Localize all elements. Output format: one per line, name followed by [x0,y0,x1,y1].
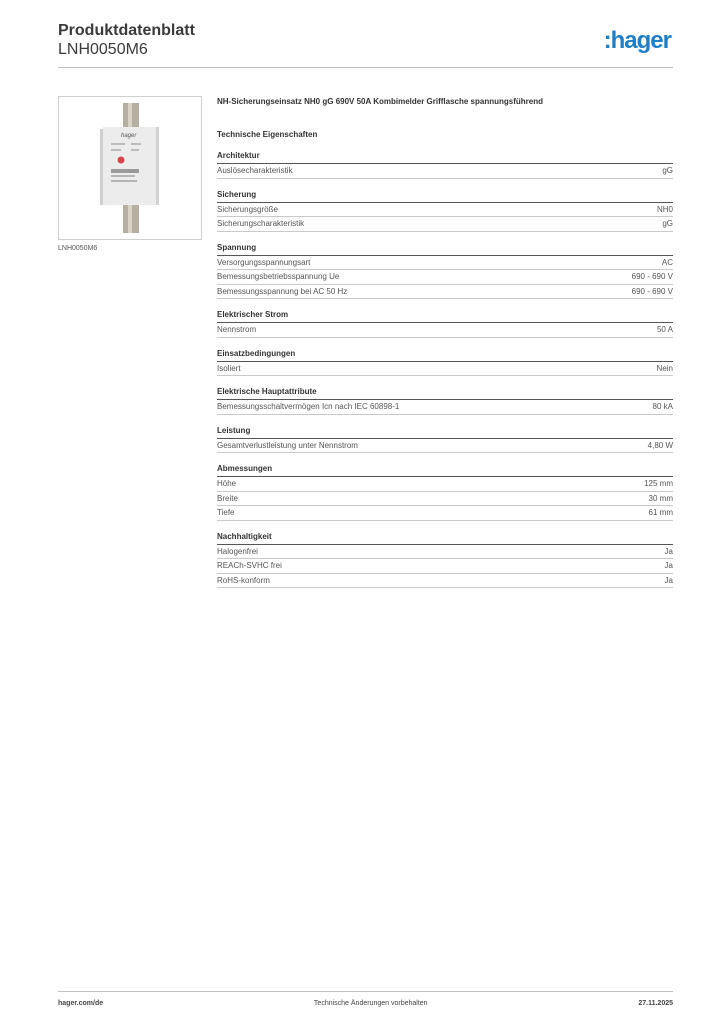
spec-value: 125 mm [644,479,673,488]
fuse-illustration [59,97,201,239]
page-footer [58,991,673,1007]
spec-row [217,217,673,232]
spec-label: Höhe [217,479,237,488]
section-title: Technische Eigenschaften [217,130,318,139]
spec-label: Breite [217,493,238,503]
group-title: Elektrischer Strom [217,310,673,323]
spec-value: 61 mm [648,508,673,517]
group-title: Abmessungen [217,464,673,477]
group-title: Einsatzbedingungen [217,349,673,362]
spec-label: Gesamtverlustleistung unter Nennstrom [217,440,358,450]
spec-value: gG [662,166,673,175]
footer-date: 27.11.2025 [638,1000,673,1007]
spec-label: Versorgungsspannungsart [217,257,311,267]
spec-label: Isoliert [217,363,241,373]
spec-group-elektrische-hauptattribute [217,387,673,415]
spec-group-architektur [217,151,673,179]
product-image [58,96,202,240]
spec-value: NH0 [656,204,673,214]
fuse-brand-label: hager [121,133,137,139]
spec-value: gG [662,219,673,228]
spec-value: 690 - 690 V [631,272,673,281]
page-header [58,22,673,68]
spec-group-abmessungen [217,464,673,521]
spec-value: 50 A [656,325,673,334]
spec-label: Nennstrom [217,325,257,334]
spec-row [217,506,673,521]
image-caption: LNH0050M6 [58,245,98,252]
spec-group-leistung [217,426,673,454]
spec-label: Tiefe [217,508,235,517]
spec-label: Sicherungscharakteristik [217,219,305,228]
spec-value: AC [661,257,673,267]
spec-row [217,285,673,300]
spec-row [217,164,673,179]
group-title: Nachhaltigkeit [217,532,673,545]
spec-row [217,439,673,454]
spec-group-sicherung [217,190,673,232]
spec-row [217,477,673,492]
spec-label: RoHS-konform [217,575,270,585]
spec-label: Bemessungsbetriebsspannung Ue [217,272,340,281]
group-title: Elektrische Hauptattribute [217,387,673,400]
spec-label: Auslösecharakteristik [217,166,293,175]
spec-value: 4,80 W [647,440,673,450]
spec-row [217,256,673,271]
group-title: Architektur [217,151,673,164]
spec-value: 690 - 690 V [631,286,673,296]
product-code: LNH0050M6 [58,41,148,58]
page-title: Produktdatenblatt [58,22,195,39]
spec-group-nachhaltigkeit [217,532,673,589]
group-title: Leistung [217,426,673,439]
product-details [217,96,673,588]
spec-row [217,492,673,507]
spec-row [217,362,673,377]
spec-row [217,559,673,574]
spec-group-einsatzbedingungen [217,349,673,377]
spec-value: 80 kA [652,402,673,411]
group-title: Sicherung [217,190,673,203]
spec-row [217,574,673,589]
spec-label: Sicherungsgröße [217,204,278,214]
spec-group-spannung [217,243,673,300]
footer-website-link[interactable]: hager.com/de [58,1000,104,1007]
spec-value: 30 mm [648,493,673,503]
spec-label: Bemessungsschaltvermögen Icn nach IEC 60898-1 [217,402,400,411]
spec-value: Ja [664,575,673,585]
product-description: NH-Sicherungseinsatz NH0 gG 690V 50A Kombimelder Grifflasche spannungsführend [217,97,543,106]
spec-value: Ja [664,546,673,556]
spec-label: REACh-SVHC frei [217,561,282,570]
spec-value: Nein [656,363,673,373]
spec-group-elektrischer-strom [217,310,673,338]
spec-value: Ja [664,561,673,570]
spec-row [217,400,673,415]
spec-label: Halogenfrei [217,546,258,556]
spec-row [217,203,673,218]
spec-label: Bemessungsspannung bei AC 50 Hz [217,286,348,296]
spec-row [217,323,673,338]
hager-logo: :hager [603,27,671,54]
footer-note: Technische Änderungen vorbehalten [313,1000,428,1007]
group-title: Spannung [217,243,673,256]
spec-row [217,270,673,285]
spec-row [217,545,673,560]
